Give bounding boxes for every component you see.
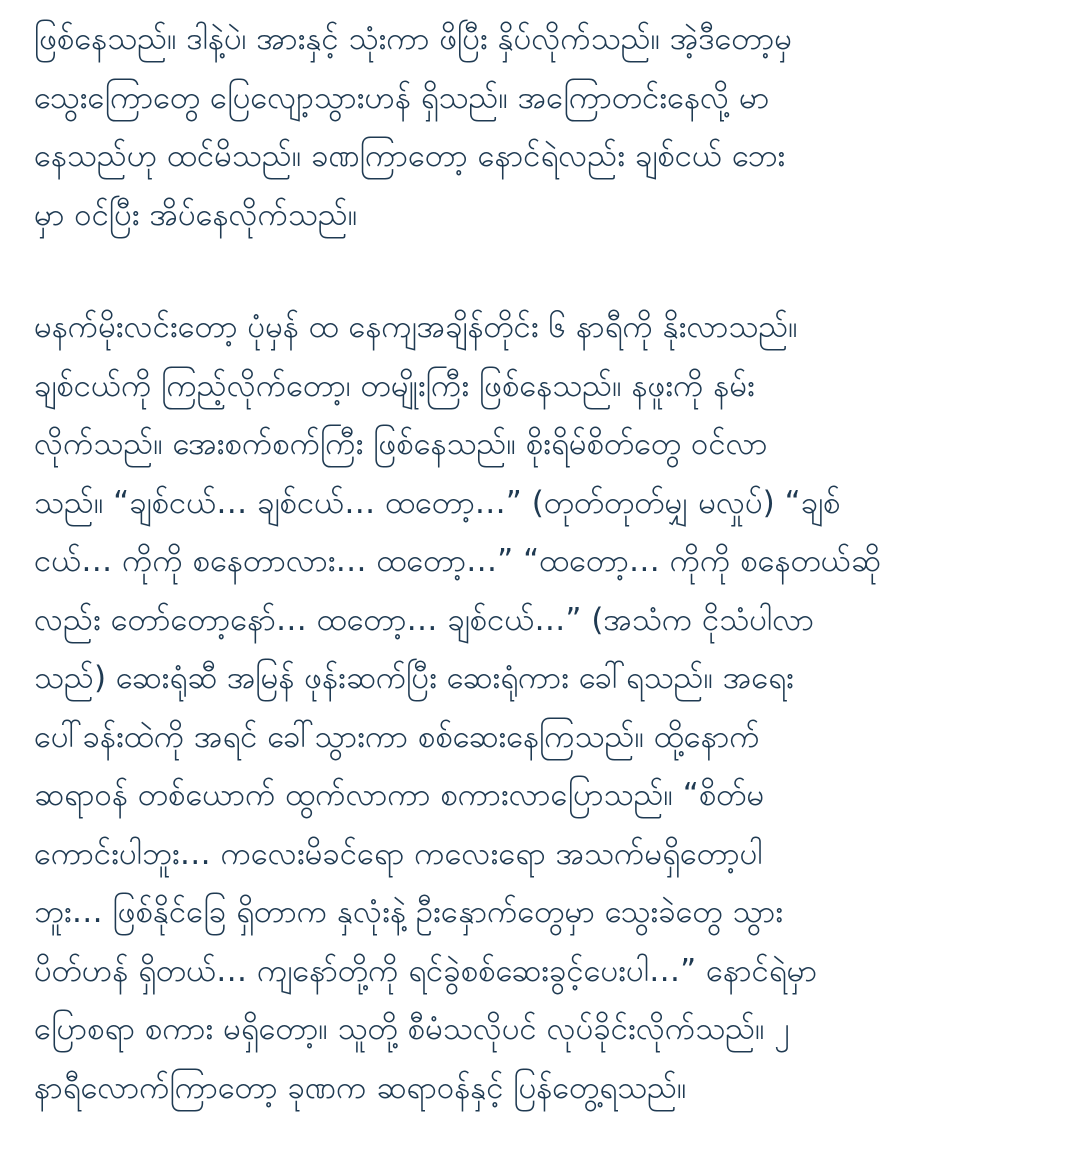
text-line: သွေးကြောတွေ ပြေလျော့သွားဟန် ရှိသည်။ အကြောတင်းနေလို့ မာ [34,79,770,116]
text-line: ချစ်ငယ်ကို ကြည့်လိုက်တော့၊ တမျိုးကြီး ဖြစ်နေသည်။ နဖူးကို နမ်း [34,367,755,404]
text-line: နာရီလောက်ကြာတော့ ခုဏက ဆရာဝန်နှင့် ပြန်တွေ့ရသည်။ [34,1069,687,1106]
text-line: လိုက်သည်။ အေးစက်စက်ကြီး ဖြစ်နေသည်။ စိုးရိမ်စိတ်တွေ ဝင်လာ [34,426,768,462]
text-line: မှာ ဝင်ပြီး အိပ်နေလိုက်သည်။ [34,196,358,233]
text-line: သည်) ဆေးရုံဆီ အမြန် ဖုန်းဆက်ပြီး ဆေးရုံကား ခေါ်ရသည်။ အရေး [34,660,794,696]
text-line: လည်း တော်တော့နော်… ထတော့… ချစ်ငယ်…” (အသံက ငိုသံပါလာ [34,601,815,638]
text-line: သည်။ “ချစ်ငယ်… ချစ်ငယ်… ထတော့…” (တုတ်တုတ်မျှ မလှုပ်) “ချစ် [34,484,841,521]
text-line: ငယ်… ကိုကို စနေတာလား… ထတော့…” “ထတော့… ကိုကို စနေတယ်ဆို [34,543,881,579]
text-line: ပြောစရာ စကား မရှိတော့။ သူတို့ စီမံသလိုပင် လုပ်ခိုင်းလိုက်သည်။ ၂ [34,1011,790,1047]
text-line: ဘူး… ဖြစ်နိုင်ခြေ ရှိတာက နှလုံးနဲ့ ဦးနှောက်တွေမှာ သွေးခဲတွေ သွား [34,894,784,930]
text-line: ဆရာဝန် တစ်ယောက် ထွက်လာကာ စကားလာပြောသည်။ “စိတ်မ [34,777,765,813]
text-line: မနက်မိုးလင်းတော့ ပုံမှန် ထ နေကျအချိန်တိုင်း ၆ နာရီကို နိုးလာသည်။ [34,309,798,345]
paragraph-2 [34,298,881,1117]
text-line: ပိတ်ဟန် ရှိတယ်… ကျနော်တို့ကို ရင်ခွဲစစ်ဆေးခွင့်ပေးပါ…” နောင်ရဲမှာ [34,952,818,989]
text-line: ကောင်းပါဘူး… ကလေးမိခင်ရော ကလေးရော အသက်မရှိတော့ပါ [34,835,763,872]
paragraph-1 [34,10,792,244]
text-line: ဖြစ်နေသည်။ ဒါနဲ့ပဲ၊ အားနှင့် သုံးကာ ဖိပြီး နှိပ်လိုက်သည်။ အဲ့ဒီတော့မှ [34,21,793,57]
text-line: နေသည်ဟု ထင်မိသည်။ ခဏကြာတော့ နောင်ရဲလည်း ချစ်ငယ် ဘေး [34,138,786,174]
text-line: ပေါ်ခန်းထဲကို အရင် ခေါ်သွားကာ စစ်ဆေးနေကြသည်။ ထို့နောက် [34,718,760,755]
